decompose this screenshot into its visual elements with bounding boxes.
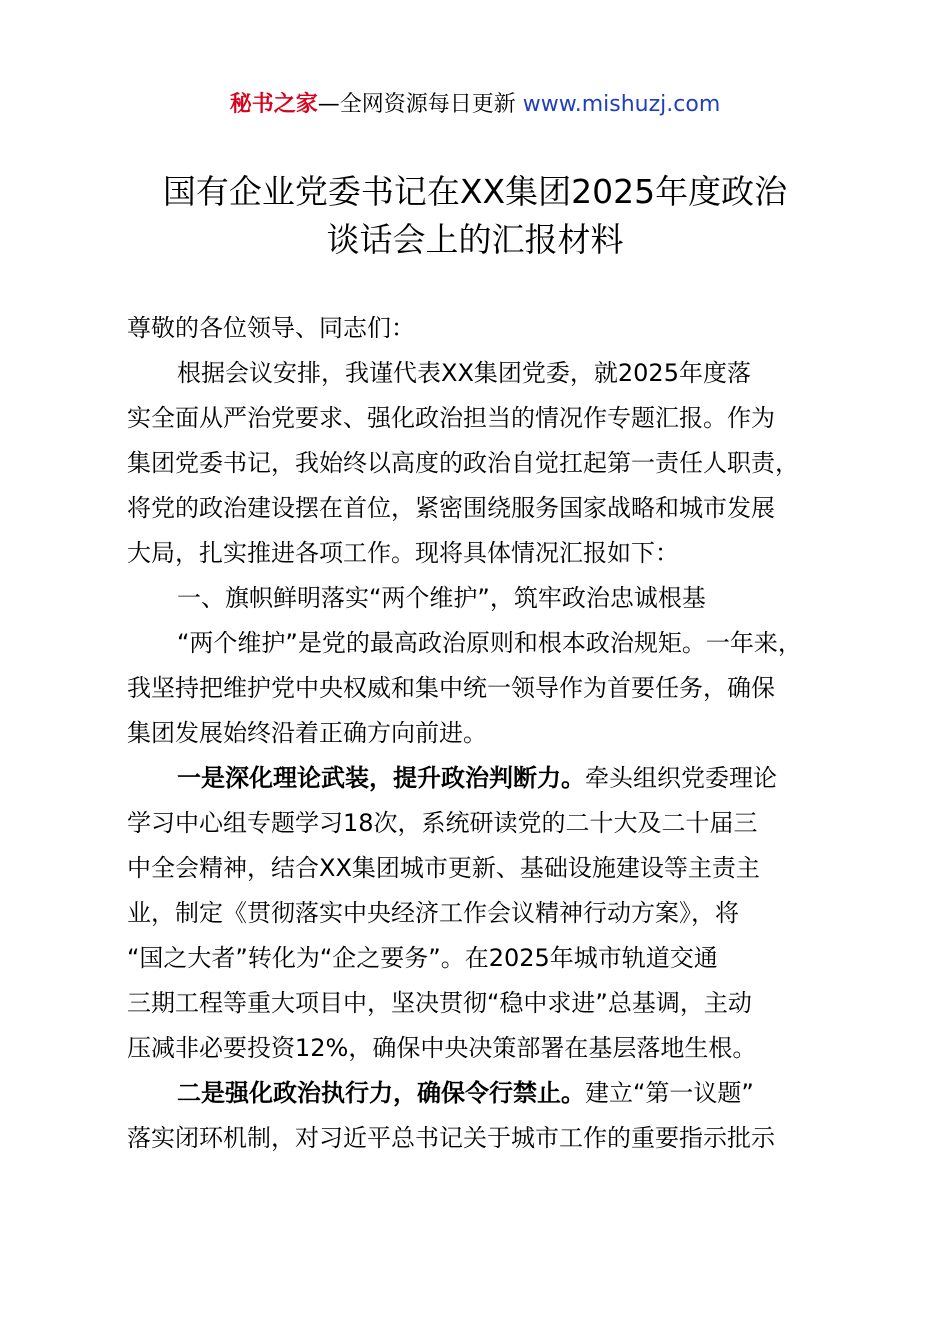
title-line-1: 国有企业党委书记在XX集团2025年度政治 [162,172,788,211]
paragraph-line: 大局，扎实推进各项工作。现将具体情况汇报如下： [127,539,679,567]
paragraph-line: 学习中心组专题学习18次，系统研读党的二十大及二十届三 [127,809,758,837]
salutation: 尊敬的各位领导、同志们： [127,314,415,342]
page-header [0,88,950,122]
paragraph-line: 三期工程等重大项目中，坚决贯彻“稳中求进”总基调，主动 [127,989,752,1017]
point-2-text: 建立“第一议题” [585,1079,754,1107]
point-1-text: 牵头组织党委理论 [585,764,777,792]
paragraph-line: 压减非必要投资12%，确保中央决策部署在基层落地生根。 [127,1034,757,1062]
point-1-heading: 一是深化理论武装，提升政治判断力。 [177,764,585,792]
paragraph-line: “两个维护”是党的最高政治原则和根本政治规矩。一年来， [177,629,802,657]
header-tagline: —全网资源每日更新 [317,92,523,117]
paragraph-line: 实全面从严治党要求、强化政治担当的情况作专题汇报。作为 [127,404,775,432]
paragraph-line: 根据会议安排，我谨代表XX集团党委，就2025年度落 [177,359,751,387]
paragraph-line: “国之大者”转化为“企之要务”。在2025年城市轨道交通 [127,944,718,972]
document-body [127,306,835,1161]
header-brand: 秘书之家 [229,92,318,117]
paragraph-line: 我坚持把维护党中央权威和集中统一领导作为首要任务，确保 [127,674,775,702]
point-2-first-line [127,1071,835,1116]
paragraph-line: 中全会精神，结合XX集团城市更新、基础设施建设等主责主 [127,854,760,882]
section-heading: 一、旗帜鲜明落实“两个维护”，筑牢政治忠诚根基 [177,584,706,612]
paragraph-line: 集团党委书记，我始终以高度的政治自觉扛起第一责任人职责， [127,449,799,477]
point-2-heading: 二是强化政治执行力，确保令行禁止。 [177,1079,585,1107]
paragraph-line: 集团发展始终沿着正确方向前进。 [127,719,487,747]
title-line-2: 谈话会上的汇报材料 [326,220,624,259]
point-1-first-line [127,756,835,801]
paragraph-line: 落实闭环机制，对习近平总书记关于城市工作的重要指示批示 [127,1124,775,1152]
paragraph-line: 业，制定《贯彻落实中央经济工作会议精神行动方案》，将 [127,899,739,927]
header-url[interactable]: www.mishuzj.com [522,92,721,117]
document-title [110,168,840,264]
paragraph-line: 将党的政治建设摆在首位，紧密围绕服务国家战略和城市发展 [127,494,775,522]
